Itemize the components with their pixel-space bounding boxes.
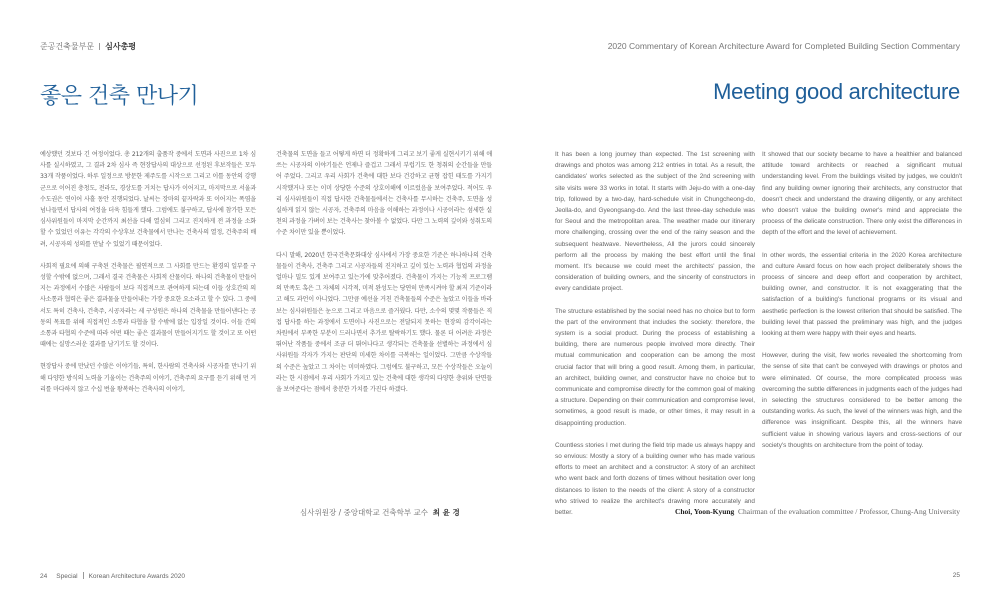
paragraph: The structure established by the social need has no choice but to form the part of the environment that includes the society: therefore, the system is a social product. During the process of establishing a building, there are numerous people involved more directly. Their mutual communication and cooperation can be among the most crucial factor that will bring a good result. Among them, in particular, an architect, building owner, and constructor have no choice but to communicate and compromise directly for the common goal of making a structure. Depending on their communication and compromise level, sometimes, a good result is made, or other times, it may result in a disappointing production.: [555, 307, 755, 427]
paragraph: 예상했던 것보다 긴 여정이었다. 총 212개의 출품작 중에서 도면과 사진으로 1차 심사를 실시하였고, 그 결과 2차 심사 즉 현장답사의 대상으로 선정된 후보작들은 모두 33개 작품이었다. 하루 일정으로 방문한 제주도를 시작으로 그리고 이틀 동안의 강행군으로 이어진 충청도, 전라도, 경상도를 거치는 답사가 이어지고, 마지막으로 서울과 수도권은 연이어 사흘 동안 진행되었다. 날씨는 장마의 끝자락과 또 이어지는 폭염을 넘나들면서 답사의 여정을 더욱 힘들게 했다. 그럼에도 불구하고, 답사에 참가한 모든 심사위원들이 마지막 순간까지 최선을 다해 열심히 그리고 진지하게 전 과정을 소화할 수 있었던 이유는 각각의 수상후보 건축물에서 만나는 건축사의 열정, 건축주의 배려, 시공자의 성의를 만날 수 있었기 때문이었다.: [40, 151, 256, 248]
paragraph: It showed that our society became to have a healthier and balanced attitude toward architects or reached a significant mutual understanding level. From the buildings visited by judges, we couldn't find any building owner ignoring their architects, any constructor that doesn't check and understand the drawing diligently, or any architect who doesn't value the building owner's mind and appreciate the process of the delicate construction. There only exist the differences in depth of the effort and the level of achievement.: [762, 151, 962, 237]
divider: [83, 572, 84, 579]
english-signature: [675, 507, 960, 516]
english-column-1: [555, 149, 755, 529]
paragraph: However, during the visit, few works revealed the shortcoming from the sense of site that can't be conveyed with drawings or photos and were eliminated. Of course, the more complicated process was overcoming the subtle differences in judgments each of the judges had in selecting the structures considered to be better among the outstanding works. As such, the level of the winners was high, and the difference was insignificant. Despite this, all the winners have sufficient value in showing various layers and cross-sections of our society's thoughts on architecture from the point of today.: [762, 352, 962, 449]
paragraph: 사회적 필요에 의해 구축된 건축물은 필연적으로 그 사회를 만드는 환경의 일부를 구성할 수밖에 없으며, 그래서 결국 건축물은 사회적 산물이다. 하나의 건축물이 만들어지는 과정에서 수많은 사람들이 보다 직접적으로 관여하게 되는데 이들 상호간의 의사소통과 협력은 좋은 결과물을 만들어내는 가장 중요한 요소라고 할 수 있다. 그 중에서도 특히 건축사, 건축주, 시공자라는 세 구성원은 하나의 건축물을 만들어낸다는 공동의 목표를 위해 직접적인 소통과 타협을 할 수밖에 없는 입장일 것이다. 이들 간의 소통과 타협의 수준에 따라 어떤 때는 좋은 결과물이 만들어지기도 할 것이고 또 어떤 때에는 실망스러운 결과를 남기기도 할 것이다.: [40, 262, 256, 349]
author-name: 최 윤 경: [432, 508, 460, 517]
page-number: 24: [40, 573, 48, 580]
paragraph: Countless stories I met during the field trip made us always happy and so envious: Mostly a story of a building owner who has made various efforts to meet an architect and a constructor: A story of an architect who went back and forth dozens of times without hesitation over long distances to listen to the needs of the client: A story of a constructor who strived to realize the architect's drawing more accurately and better.: [555, 441, 755, 517]
paragraph: 다시 말해, 2020년 한국건축문화대상 심사에서 가장 중요한 기준은 하나하나의 건축물들이 건축사, 건축주 그리고 시공자들의 진지하고 깊이 있는 노력과 협업의 과정을 얼마나 밀도 있게 보여주고 있는가에 맞추어졌다. 건축물이 가지는 기능적 프로그램의 만족도 혹은 그 자체의 시각적, 미적 완성도는 당연히 만족시켜야 할 최저 기준이라고 해도 과언이 아니었다. 그만큼 예선을 거친 건축물들의 수준은 높았고 이들을 바라보는 심사위원들은 눈으로 그리고 마음으로 즐거웠다. 다만, 소수의 몇몇 작품들은 직접 답사를 하는 과정에서 도면이나 사진으로는 전달되지 못하는 현장의 감각이라는 차원에서 부족한 부분이 드러나면서 추가로 탈락하기도 했다. 물론 더 어려운 과정은 뛰어난 작품들 중에서 조금 더 뛰어나다고 생각되는 건축물을 선별하는 과정에서 심사위원들 각자가 가지는 판단의 미세한 차이를 극복하는 일이었다. 그만큼 수상작들의 수준은 높았고 그 차이는 미미하였다. 그럼에도 불구하고, 모든 수상작들은 오늘이라는 한 시점에서 우리 사회가 가지고 있는 건축에 대한 생각의 다양한 층위와 단면들을 보여준다는 점에서 충분한 가치를 가진다 하겠다.: [276, 251, 492, 394]
paragraph: 건축물의 도면을 들고 어떻게 하면 더 정확하게 그리고 보기 좋게 실현시키기 위해 애쓰는 시공자의 이야기들은 언제나 즐겁고 그래서 부럽기도 한 청취의 순간들을 만들어 주었다. 그리고 우리 사회가 건축에 대한 보다 건강하고 균형 잡힌 태도를 가지기 시작했거나 또는 이미 상당한 수준의 상호이해에 이르렀음을 보여주었다. 적어도 우리 심사위원들이 직접 답사한 건축물들에서는 건축사를 무시하는 건축주, 도면을 성실하게 읽지 않는 시공자, 건축주의 마음을 이해하는 과정이나 시공이라는 섬세한 실천의 과정을 가벼이 보는 건축사는 찾아볼 수 없었다. 다만 그 노력의 깊이와 성취도의 수준 차이만 있을 뿐이었다.: [276, 151, 492, 237]
section-header: [40, 41, 136, 52]
paragraph: In other words, the essential criteria in the 2020 Korea architecture and culture Award focus on how each project deliberately shows the process of sincere and deep effort and cooperation by architect, building owner, and constructor. It is not exaggerating that the satisfaction of a building's functional programs or its visual and aesthetic perfection is the lowest criterion that should be satisfied. The building level that passed the preliminary was high, and the judges looking at them were happy with their eyes and hearts.: [762, 251, 962, 338]
footer-section: Special: [56, 573, 78, 580]
author-role: 심사위원장 / 중앙대학교 건축학부 교수: [300, 508, 428, 517]
korean-signature: [300, 507, 460, 518]
author-role: Chairman of the evaluation committee / Professor, Chung-Ang University: [738, 507, 960, 516]
korean-column-1: [40, 149, 256, 406]
divider: [99, 43, 100, 50]
korean-title: 좋은 건축 만나기: [40, 84, 199, 109]
section-label: 준공건축물부문: [40, 42, 95, 51]
paragraph: 현장답사 중에 만났던 수많은 이야기들, 특히, 한사람의 건축사와 시공자를 만나기 위해 다양한 방식의 노력을 기울이는 건축주의 이야기, 건축주의 요구를 듣기 위해 먼 거리를 마다하지 않고 수십 번을 왕복하는 건축사의 이야기,: [40, 363, 256, 393]
author-name: Choi, Yoon-Kyung: [674, 507, 735, 516]
running-header: 2020 Commentary of Korean Architecture Award for Completed Building Section Commentary: [607, 41, 960, 51]
page-number: 25: [952, 572, 960, 579]
paragraph: It has been a long journey than expected. The 1st screening with drawings and photos was among 212 entries in total. As a result, the candidates' works selected as the subject of the 2nd screening with site visits were 33 works in total. It starts with Jeju-do with a one-day trip, followed by a two-day, hard-schedule visit in Chungcheong-do, Jeolla-do, and Gyeongsang-do. And the last three-day schedule was for Seoul and the metropolitan area. The weather made our itinerary more challenging, crossing over the end of the rainy season and the subsequent heatwave. Nevertheless, All the jurors could sincerely perform all the process by making the best effort until the final moment. It's because we could meet the architects' passion, the consideration of building owners, and the sincerity of constructors in every candidate project.: [555, 151, 755, 293]
english-column-2: [762, 149, 962, 462]
subsection-label: 심사총평: [105, 42, 137, 51]
footer-publication: Korean Architecture Awards 2020: [88, 573, 185, 580]
english-title: Meeting good architecture: [713, 79, 960, 104]
korean-column-2: [276, 149, 492, 406]
left-footer: [40, 572, 185, 580]
